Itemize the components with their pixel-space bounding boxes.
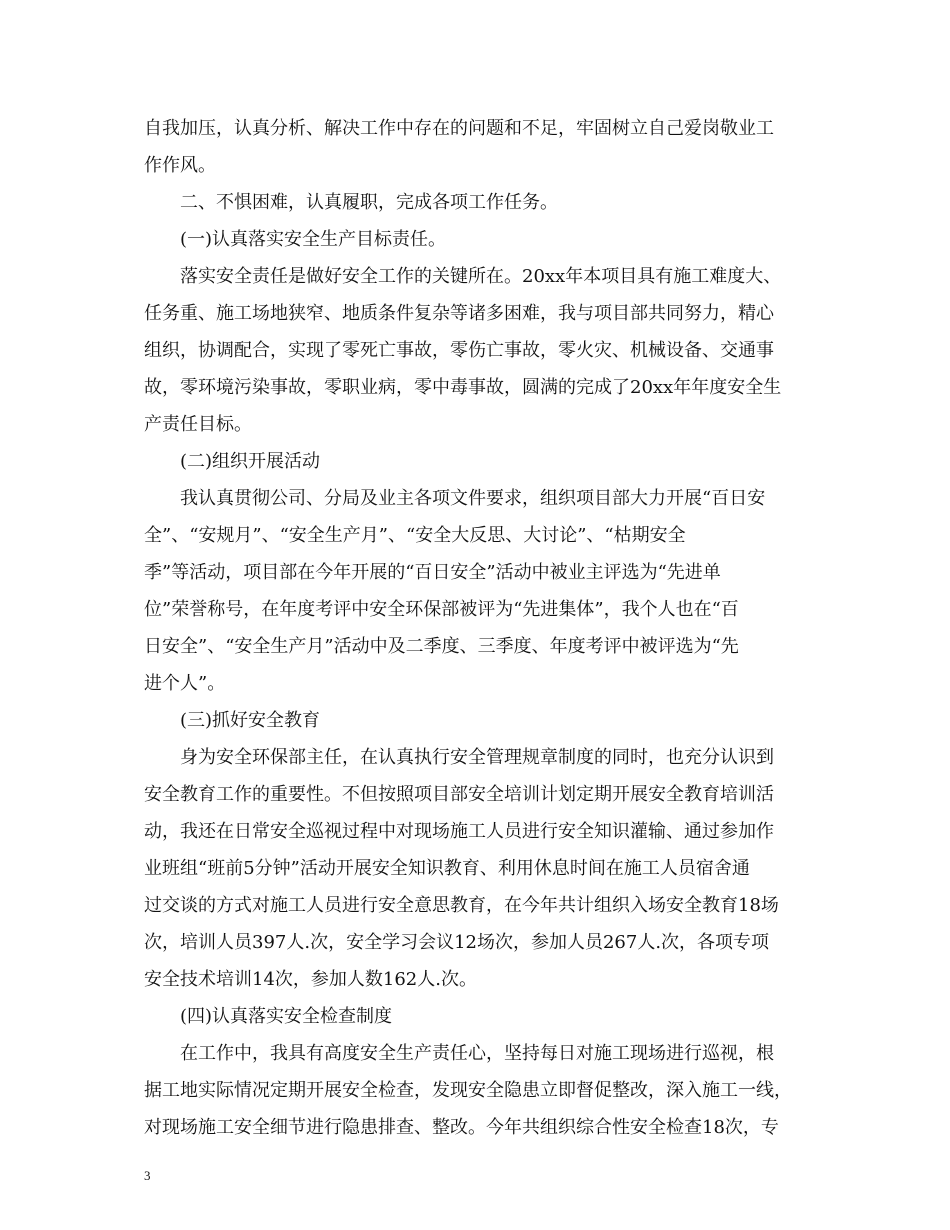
text-line: (三)抓好安全教育 (180, 710, 321, 731)
text-line: 业班组“班前5分钟”活动开展安全知识教育、利用休息时间在施工人员宿舍通 (144, 858, 750, 879)
text-line: 我认真贯彻公司、分局及业主各项文件要求，组织项目部大力开展“百日安 (180, 488, 766, 509)
text-line: 安全技术培训14次，参加人数162人.次。 (144, 969, 477, 990)
text-line: 组织，协调配合，实现了零死亡事故，零伤亡事故，零火灾、机械设备、交通事 (144, 340, 774, 361)
text-line: 二、不惧困难，认真履职，完成各项工作任务。 (180, 192, 558, 213)
text-line: 据工地实际情况定期开展安全检查，发现安全隐患立即督促整改，深入施工一线， (144, 1080, 792, 1101)
text-line: 安全教育工作的重要性。不但按照项目部安全培训计划定期开展安全教育培训活 (144, 784, 774, 805)
text-line: 季”等活动，项目部在今年开展的“百日安全”活动中被业主评选为“先进单 (144, 562, 721, 583)
text-line: 身为安全环保部主任，在认真执行安全管理规章制度的同时，也充分认识到 (180, 747, 774, 768)
text-line: 作作风。 (144, 155, 216, 176)
text-line: 过交谈的方式对施工人员进行安全意思教育，在今年共计组织入场安全教育18场 (144, 895, 779, 916)
text-line: (一)认真落实安全生产目标责任。 (180, 229, 447, 250)
text-line: 次，培训人员397人.次，安全学习会议12场次，参加人员267人.次，各项专项 (144, 932, 770, 953)
text-line: 日安全”、“安全生产月”活动中及二季度、三季度、年度考评中被评选为“先 (144, 636, 739, 657)
text-line: 产责任目标。 (144, 414, 252, 435)
body-text (144, 110, 809, 1146)
text-line: 自我加压，认真分析、解决工作中存在的问题和不足，牢固树立自己爱岗敬业工 (144, 118, 774, 139)
page-number: 3 (144, 1168, 151, 1183)
text-line: 进个人”。 (144, 673, 226, 694)
text-line: 位”荣誉称号，在年度考评中安全环保部被评为“先进集体”，我个人也在“百 (144, 599, 739, 620)
text-line: 动，我还在日常安全巡视过程中对现场施工人员进行安全知识灌输、通过参加作 (144, 821, 774, 842)
text-line: 全”、“安规月”、“安全生产月”、“安全大反思、大讨论”、“枯期安全 (144, 525, 686, 546)
text-line: 在工作中，我具有高度安全生产责任心，坚持每日对施工现场进行巡视，根 (180, 1043, 774, 1064)
text-line: 故，零环境污染事故，零职业病，零中毒事故，圆满的完成了20xx年年度安全生 (144, 377, 782, 398)
text-line: (二)组织开展活动 (180, 451, 321, 472)
text-line: 对现场施工安全细节进行隐患排查、整改。今年共组织综合性安全检查18次，专 (144, 1117, 779, 1138)
text-line: 落实安全责任是做好安全工作的关键所在。20xx年本项目具有施工难度大、 (180, 266, 782, 287)
text-line: 任务重、施工场地狭窄、地质条件复杂等诸多困难，我与项目部共同努力，精心 (144, 303, 774, 324)
text-line: (四)认真落实安全检查制度 (180, 1006, 393, 1027)
